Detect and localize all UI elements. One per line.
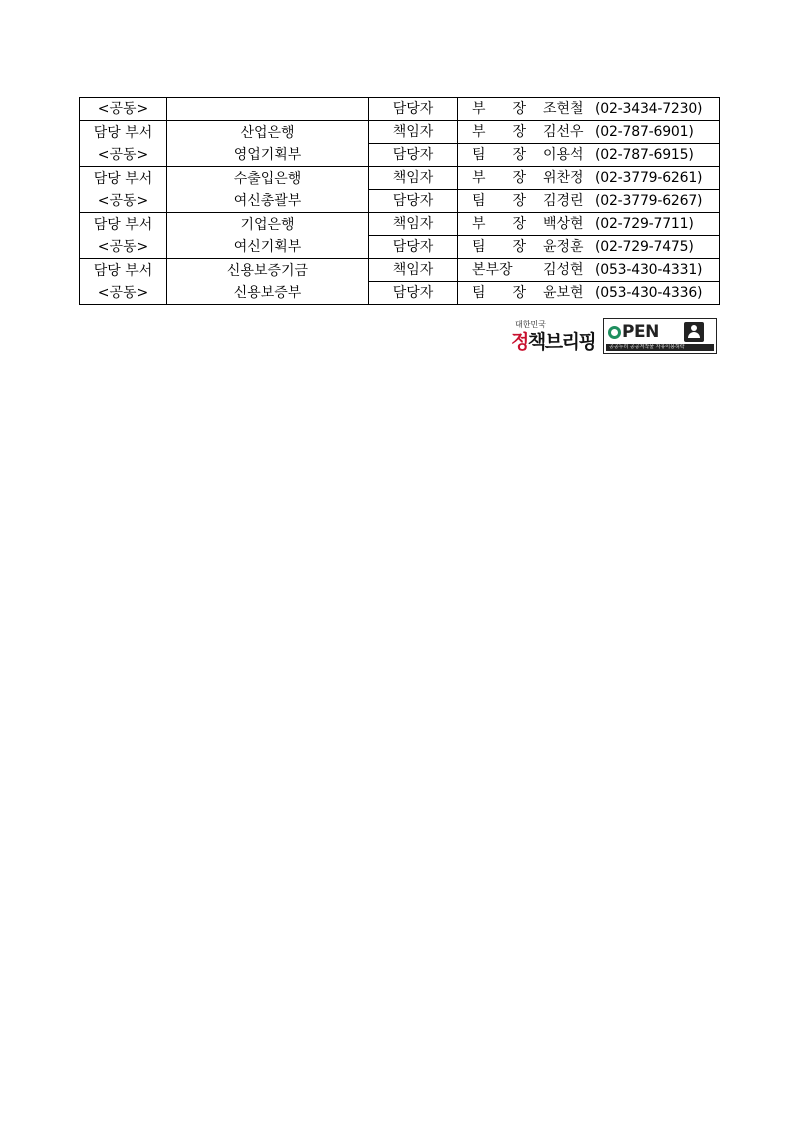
contact-position: 부 장 <box>472 170 526 186</box>
kogl-open-word <box>608 320 659 344</box>
organization-line: 산업은행 <box>240 124 295 141</box>
organization-line: 여신기획부 <box>233 238 302 255</box>
contact-person-cell <box>458 121 720 144</box>
organization-line: 신용보증부 <box>233 284 302 301</box>
contact-role: 담당자 <box>369 190 458 213</box>
contact-role: 책임자 <box>369 213 458 236</box>
contact-position: 본부장 <box>472 262 513 278</box>
contact-person-cell <box>458 167 720 190</box>
department-label-line: <공동> <box>97 101 149 117</box>
contact-position: 부 장 <box>472 124 526 140</box>
department-label-cell <box>80 121 167 167</box>
contact-table-body <box>80 98 720 305</box>
person-icon <box>684 322 704 342</box>
department-label-line: 담당 부서 <box>93 216 153 233</box>
contact-person-cell <box>458 213 720 236</box>
organization-cell <box>167 98 369 121</box>
department-label-line: 담당 부서 <box>93 124 153 141</box>
policy-briefing-logo-small: 대한민국 <box>515 320 546 329</box>
department-label-line: <공동> <box>97 238 149 255</box>
contact-position: 팀 장 <box>472 193 526 209</box>
contact-role: 담당자 <box>369 144 458 167</box>
contact-position: 부 장 <box>472 101 526 117</box>
contact-person-cell <box>458 282 720 305</box>
contact-name: 이용석 <box>543 147 584 163</box>
organization-cell <box>167 213 369 259</box>
department-label-line: 담당 부서 <box>93 262 153 279</box>
contact-phone: (02-787-6915) <box>595 147 694 163</box>
department-label-line: 담당 부서 <box>93 170 153 187</box>
kogl-open-bar: 공공누리 공공저작물 자유이용허락 <box>606 344 714 351</box>
contact-name: 윤보현 <box>543 285 584 301</box>
contact-name: 위찬정 <box>543 170 584 186</box>
contact-phone: (02-3779-6267) <box>595 193 703 209</box>
table-row <box>80 259 720 282</box>
department-label-cell <box>80 213 167 259</box>
contact-role: 책임자 <box>369 167 458 190</box>
contact-person-cell <box>458 236 720 259</box>
contact-role: 책임자 <box>369 121 458 144</box>
department-label-cell <box>80 167 167 213</box>
contact-role: 담당자 <box>369 236 458 259</box>
organization-line: 수출입은행 <box>233 170 302 187</box>
contact-person-cell <box>458 190 720 213</box>
organization-line: 여신총괄부 <box>233 192 302 209</box>
organization-cell <box>167 121 369 167</box>
table-row <box>80 213 720 236</box>
contact-table <box>79 97 720 305</box>
contact-name: 조현철 <box>543 101 584 117</box>
contact-role: 책임자 <box>369 259 458 282</box>
policy-briefing-logo-red: 정 <box>511 331 528 353</box>
contact-phone: (053-430-4336) <box>595 285 703 301</box>
contact-person-cell <box>458 144 720 167</box>
contact-phone: (02-729-7711) <box>595 216 694 232</box>
contact-phone: (02-3434-7230) <box>595 101 703 117</box>
department-label-line: <공동> <box>97 284 149 301</box>
open-o-icon <box>608 326 621 339</box>
organization-cell <box>167 167 369 213</box>
kogl-open-letters: PEN <box>622 322 659 342</box>
contact-name: 김선우 <box>543 124 584 140</box>
table-row <box>80 98 720 121</box>
kogl-open-logo <box>603 318 717 354</box>
contact-phone: (02-729-7475) <box>595 239 694 255</box>
department-label-cell <box>80 259 167 305</box>
table-row <box>80 121 720 144</box>
organization-cell <box>167 259 369 305</box>
contact-phone: (053-430-4331) <box>595 262 703 278</box>
contact-position: 부 장 <box>472 216 526 232</box>
policy-briefing-logo <box>511 318 597 356</box>
contact-person-cell <box>458 259 720 282</box>
policy-briefing-logo-main <box>511 330 595 354</box>
contact-name: 김성현 <box>543 262 584 278</box>
contact-position: 팀 장 <box>472 147 526 163</box>
table-row <box>80 167 720 190</box>
contact-person-cell <box>458 98 720 121</box>
contact-phone: (02-787-6901) <box>595 124 694 140</box>
footer-logos <box>511 318 719 356</box>
organization-line: 기업은행 <box>240 216 295 233</box>
contact-name: 윤정훈 <box>543 239 584 255</box>
department-label-line: <공동> <box>97 146 149 163</box>
contact-role: 담당자 <box>369 282 458 305</box>
contact-role: 담당자 <box>369 98 458 121</box>
organization-line: 신용보증기금 <box>226 262 309 279</box>
contact-position: 팀 장 <box>472 285 526 301</box>
policy-briefing-logo-rest: 책브리핑 <box>527 331 596 353</box>
contact-position: 팀 장 <box>472 239 526 255</box>
organization-line: 영업기획부 <box>233 146 302 163</box>
department-label-cell <box>80 98 167 121</box>
department-label-line: <공동> <box>97 192 149 209</box>
contact-name: 백상현 <box>543 216 584 232</box>
contact-phone: (02-3779-6261) <box>595 170 703 186</box>
contact-name: 김경린 <box>543 193 584 209</box>
